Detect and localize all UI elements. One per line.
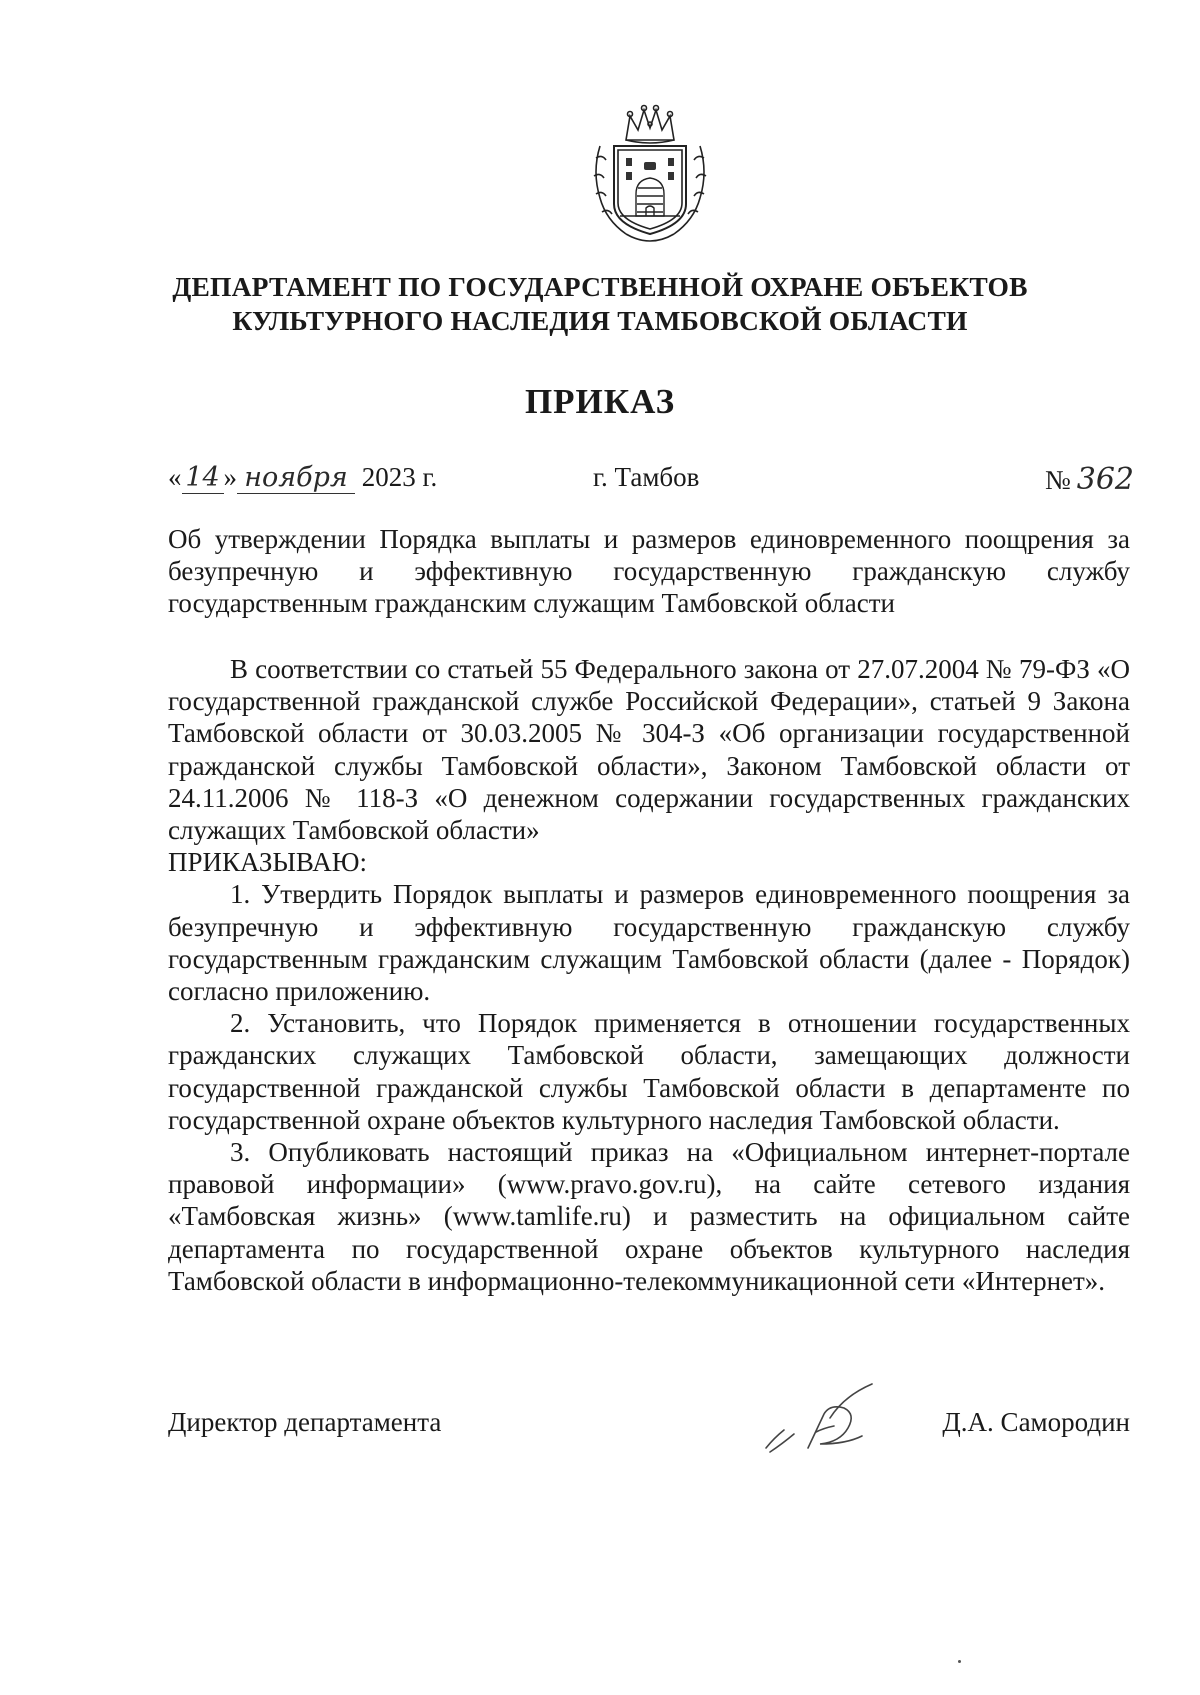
signatory-name: Д.А. Самородин xyxy=(942,1407,1130,1437)
document-type-title: ПРИКАЗ xyxy=(524,382,676,421)
date-day: 14 xyxy=(182,462,224,494)
document-number xyxy=(1045,462,1134,497)
handwritten-signature-icon xyxy=(760,1378,910,1468)
organization-line-1: ДЕПАРТАМЕНТ ПО ГОСУДАРСТВЕННОЙ ОХРАНЕ ОБЪЕКТОВ xyxy=(172,271,1028,302)
order-item-2: 2. Установить, что Порядок применяется в отношении государственных гражданских служащих Тамбовской области, замещающих должности государственной гражданской службы Тамбовской области в департаменте по государственной охране объектов культурного наследия Тамбовской области. xyxy=(168,1008,1130,1135)
organization-name xyxy=(120,270,1080,338)
date-year: 2023 г. xyxy=(361,462,438,492)
document-date xyxy=(168,462,437,494)
document-subject: Об утверждении Порядка выплаты и размеров единовременного поощрения за безупречную и эффективную государственную гражданскую службу государственным гражданским служащим Тамбовской области xyxy=(168,524,1130,618)
document-city: г. Тамбов xyxy=(593,462,700,492)
number-label: № xyxy=(1044,465,1071,495)
tambov-coat-of-arms-icon xyxy=(586,102,714,250)
document-meta-row xyxy=(168,462,1134,502)
order-word: ПРИКАЗЫВАЮ: xyxy=(168,847,367,878)
date-month: ноября xyxy=(237,462,355,494)
order-item-1: 1. Утвердить Порядок выплаты и размеров единовременного поощрения за безупречную и эффективную государственную гражданскую службу государственным гражданским служащим Тамбовской области (далее - Порядок) согласно приложению. xyxy=(168,879,1130,1007)
date-close-quote: » xyxy=(223,462,237,492)
signatory-position: Директор департамента xyxy=(168,1407,442,1437)
date-open-quote: « xyxy=(168,462,182,492)
order-item-3: 3. Опубликовать настоящий приказ на «Официальном интернет-портале правовой информации» (www.pravo.gov.ru), на сайте сетевого издания «Тамбовская жизнь» (www.tamlife.ru) и разместить на официальном сайте департамента по государственной охране объектов культурного наследия Тамбовской области в информационно-телекоммуникационной сети «Интернет». xyxy=(168,1137,1130,1296)
organization-line-2: КУЛЬТУРНОГО НАСЛЕДИЯ ТАМБОВСКОЙ ОБЛАСТИ xyxy=(232,305,968,336)
scan-speck xyxy=(958,1660,961,1663)
preamble-paragraph: В соответствии со статьей 55 Федерального закона от 27.07.2004 № 79-ФЗ «О государственной гражданской службе Российской Федерации», статьей 9 Закона Тамбовской области от 30.03.2005 № 304-З «Об организации государственной гражданской службы Тамбовской области», Законом Тамбовской области от 24.11.2006 № 118-З «О денежном содержании государственных гражданских служащих Тамбовской области» xyxy=(168,654,1130,846)
number-value: 362 xyxy=(1076,462,1134,497)
document-body xyxy=(168,653,1130,1297)
